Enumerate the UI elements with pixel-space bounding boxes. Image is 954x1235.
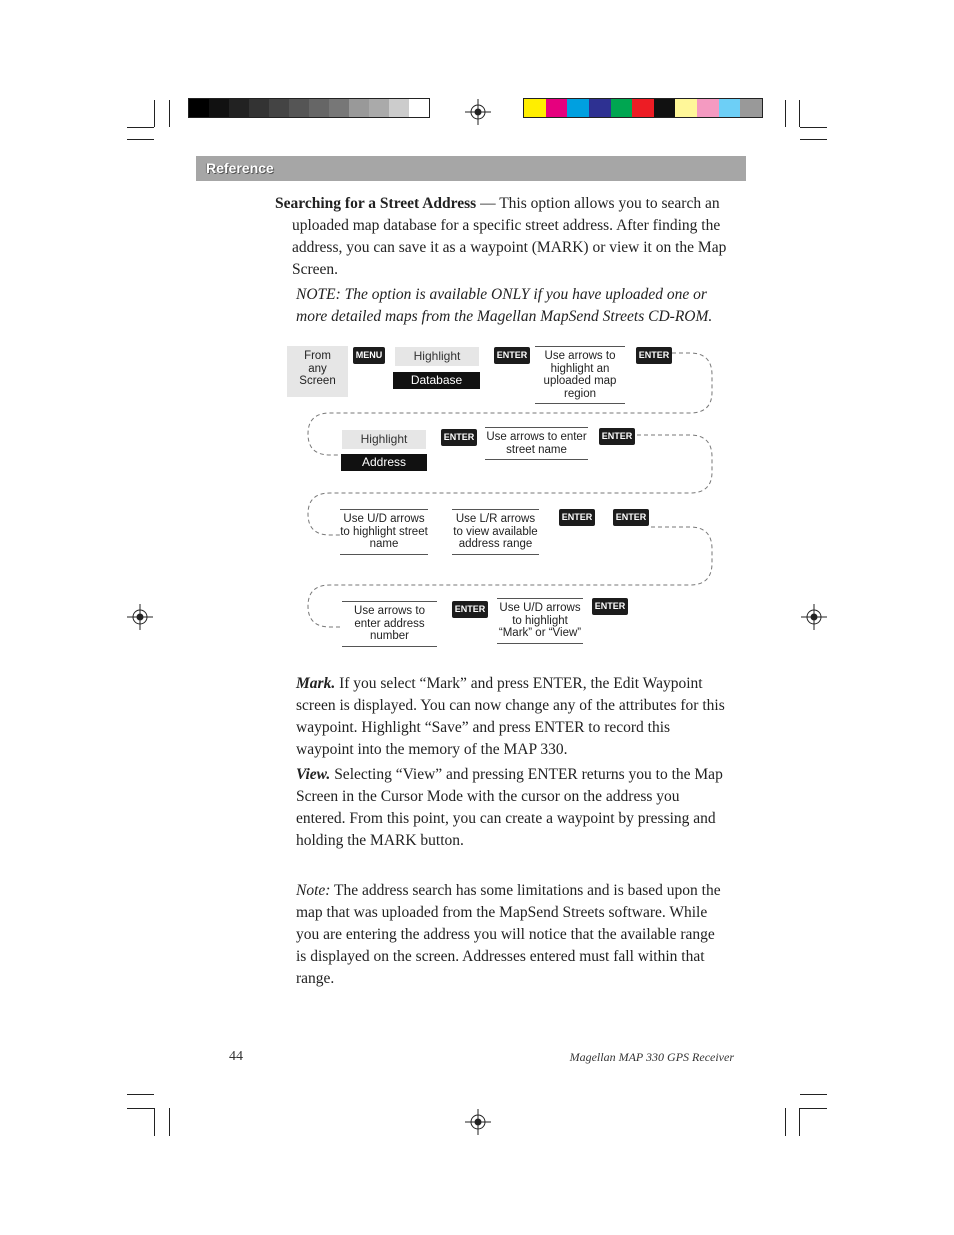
enter-key: ENTER <box>452 601 488 618</box>
mark-text: If you select “Mark” and press ENTER, the Edit Waypoint screen is displayed. You can now change any of the attributes for this waypoint. Highlight “Save” and press ENTER to record this waypoint into the memory of the MAP 330. <box>296 675 725 758</box>
enter-key: ENTER <box>636 347 672 364</box>
enter-key: ENTER <box>613 509 649 526</box>
step-mark-or-view: Use U/D arrows to highlight “Mark” or “View” <box>497 598 583 644</box>
note-text: The option is available ONLY if you have uploaded one or more detailed maps from the Magellan MapSend Streets CD-ROM. <box>296 286 713 325</box>
enter-key: ENTER <box>441 429 477 446</box>
enter-key: ENTER <box>599 428 635 445</box>
view-label: View. <box>296 766 331 783</box>
step-view-range: Use L/R arrows to view available address range <box>452 509 539 555</box>
enter-key: ENTER <box>592 598 628 615</box>
enter-key: ENTER <box>559 509 595 526</box>
step-enter-street: Use arrows to enter street name <box>485 427 588 460</box>
start-label: From any Screen <box>299 350 336 387</box>
note2-paragraph <box>296 880 728 990</box>
note2-text: The address search has some limitations and is based upon the map that was uploaded from the MapSend Streets software. While you are entering the address you will notice that the available range is displayed on the screen. Addresses entered must fall within that range. <box>296 882 721 987</box>
menu-key: MENU <box>353 347 385 364</box>
section-title: Reference <box>206 160 274 176</box>
highlight-box: Highlight <box>395 347 479 366</box>
step-highlight-street: Use U/D arrows to highlight street name <box>340 509 428 555</box>
registration-mark-icon <box>465 1109 491 1135</box>
address-option: Address <box>341 454 427 471</box>
mark-label: Mark. <box>296 675 336 692</box>
mark-paragraph <box>296 673 728 761</box>
product-name: Magellan MAP 330 GPS Receiver <box>569 1050 734 1064</box>
step-enter-number: Use arrows to enter address number <box>342 601 437 647</box>
intro-text: — This option allows you to search an uploaded map database for a specific street address. After finding the address, you can save it as a waypoint (MARK) or view it on the Map Screen. <box>292 195 727 278</box>
start-box <box>287 346 348 397</box>
page-number: 44 <box>229 1049 243 1064</box>
view-paragraph <box>296 764 728 852</box>
step-highlight-region: Use arrows to highlight an uploaded map region <box>535 346 625 404</box>
database-option: Database <box>393 372 480 389</box>
view-text: Selecting “View” and pressing ENTER returns you to the Map Screen in the Cursor Mode with the cursor on the address you entered. From this point, you can create a waypoint by pressing and holding the MARK button. <box>296 766 723 849</box>
intro-heading: Searching for a Street Address <box>275 195 477 212</box>
enter-key: ENTER <box>494 347 530 364</box>
note-label: NOTE: <box>296 286 341 303</box>
note2-label: Note: <box>296 882 331 899</box>
highlight-box: Highlight <box>342 430 426 449</box>
